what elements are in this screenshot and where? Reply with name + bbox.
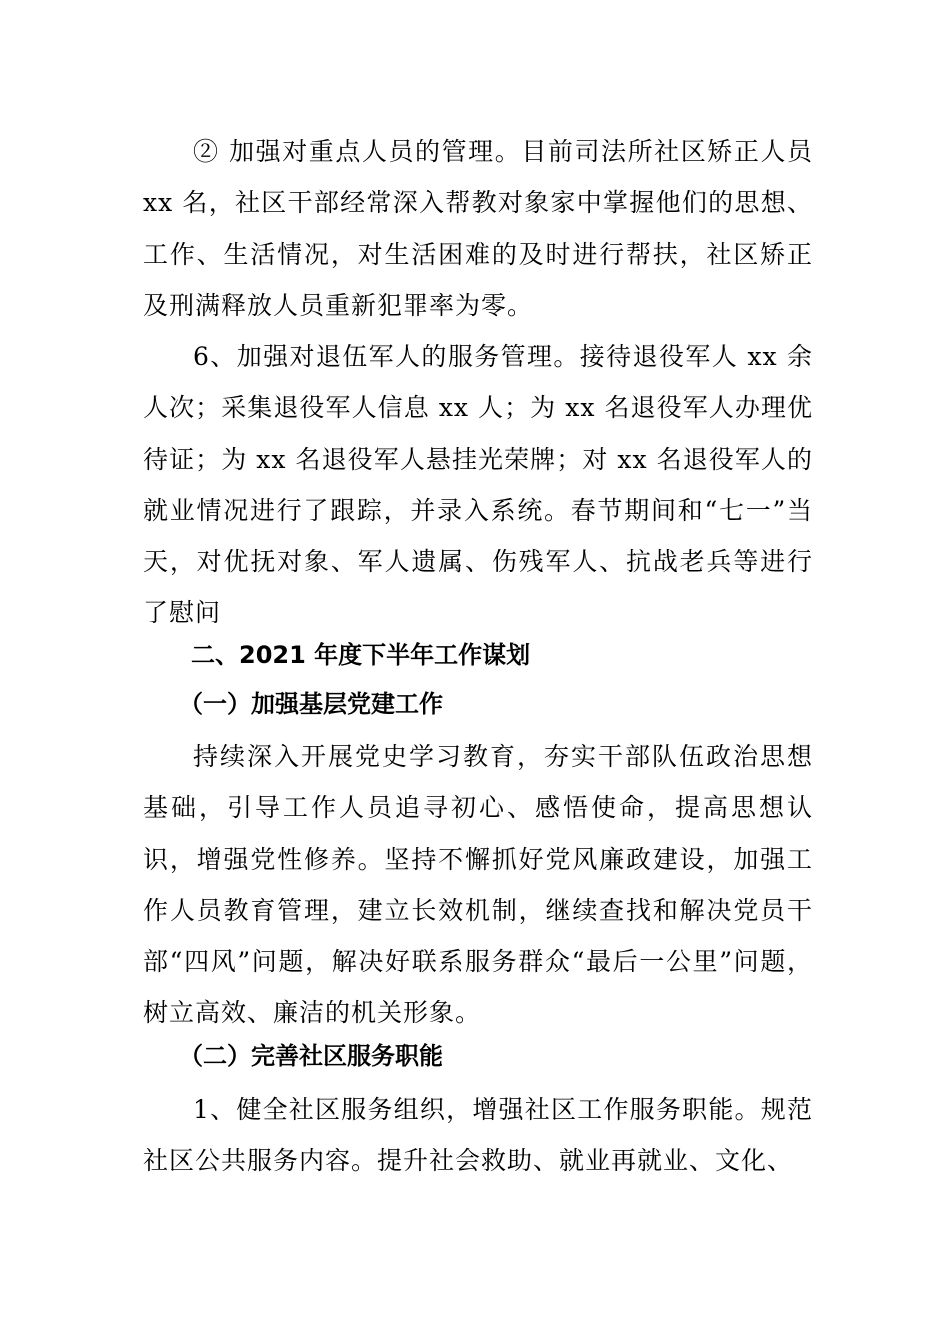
subsection-title-community-service: （二）完善社区服务职能: [179, 1042, 443, 1070]
section-title: 二、2021 年度下半年工作谋划: [191, 641, 531, 669]
paragraph-party-building: 持续深入开展党史学习教育，夯实干部队伍政治思想基础，引导工作人员追寻初心、感悟使命，提高思想认识，增强党性修养。坚持不懈抓好党风廉政建设，加强工作人员教育管理，建立长效机制，继续查找和解决党员干部“四风”问题，解决好联系服务群众“最后一公里”问题，树立高效、廉洁的机关形象。: [143, 742, 813, 1028]
paragraph-community-service: 1、健全社区服务组织，增强社区工作服务职能。规范社区公共服务内容。提升社会救助、就业再就业、文化、: [143, 1095, 813, 1176]
subsection-title-party-building: （一）加强基层党建工作: [179, 690, 443, 718]
paragraph-key-personnel: ② 加强对重点人员的管理。目前司法所社区矫正人员 xx 名，社区干部经常深入帮教对象家中掌握他们的思想、工作、生活情况，对生活困难的及时进行帮扶，社区矫正及刑满释放人员重新犯罪率为零。: [143, 137, 813, 320]
paragraph-veterans: 6、加强对退伍军人的服务管理。接待退役军人 xx 余人次；采集退役军人信息 xx 人；为 xx 名退役军人办理优待证；为 xx 名退役军人悬挂光荣牌；对 xx 名退役军人的就业情况进行了跟踪，并录入系统。春节期间和“七一”当天，对优抚对象、军人遗属、伤残军人、抗战老兵等进行了慰问: [143, 342, 813, 628]
